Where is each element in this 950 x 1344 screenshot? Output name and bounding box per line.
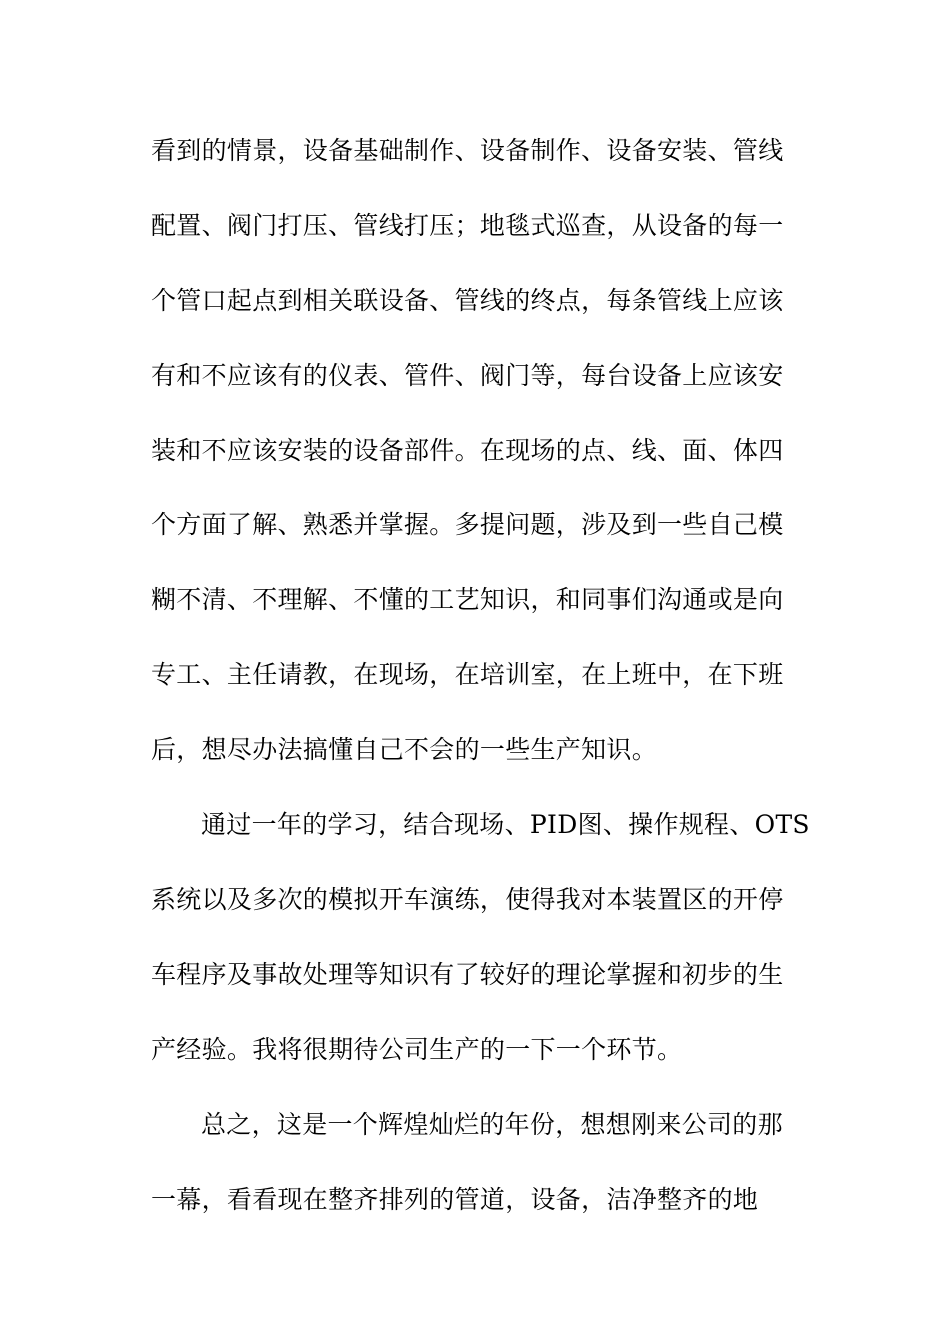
- text-line: 个管口起点到相关联设备、管线的终点，每条管线上应该: [151, 286, 784, 315]
- text-line: 配置、阀门打压、管线打压；地毯式巡查，从设备的每一: [151, 211, 784, 240]
- paragraph-first-line: 通过一年的学习，结合现场、PID图、操作规程、OTS: [201, 810, 810, 839]
- text-line: 一幕，看看现在整齐排列的管道，设备，洁净整齐的地: [151, 1185, 759, 1214]
- text-line: 系统以及多次的模拟开车演练，使得我对本装置区的开停: [151, 885, 784, 914]
- text-line: 车程序及事故处理等知识有了较好的理论掌握和初步的生: [151, 960, 784, 989]
- text-line: 装和不应该安装的设备部件。在现场的点、线、面、体四: [151, 436, 784, 465]
- text-line: 个方面了解、熟悉并掌握。多提问题，涉及到一些自己模: [151, 510, 784, 539]
- text-line: 产经验。我将很期待公司生产的一下一个环节。: [151, 1035, 683, 1064]
- text-line: 专工、主任请教，在现场，在培训室，在上班中，在下班: [151, 660, 784, 689]
- text-line: 后，想尽办法搞懂自己不会的一些生产知识。: [151, 735, 658, 764]
- text-line: 看到的情景，设备基础制作、设备制作、设备安装、管线: [151, 136, 784, 165]
- text-line: 糊不清、不理解、不懂的工艺知识，和同事们沟通或是向: [151, 585, 784, 614]
- paragraph-first-line: 总之，这是一个辉煌灿烂的年份，想想刚来公司的那: [201, 1110, 783, 1139]
- text-line: 有和不应该有的仪表、管件、阀门等，每台设备上应该安: [151, 361, 784, 390]
